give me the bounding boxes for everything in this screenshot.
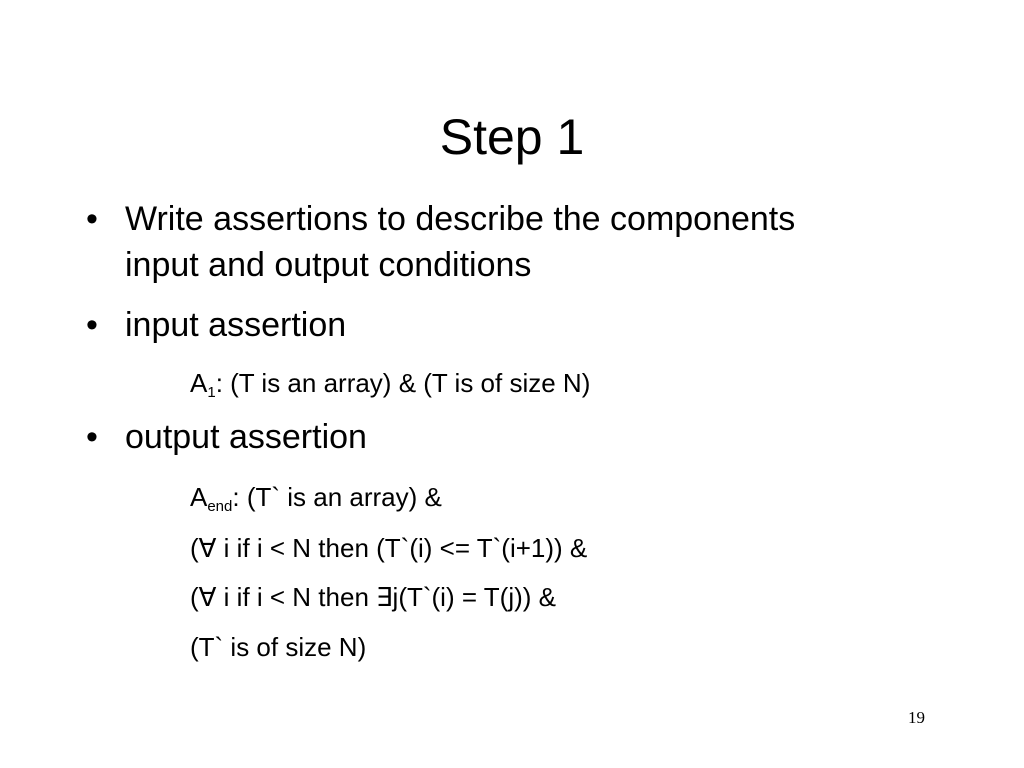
bullet-output-assertion xyxy=(86,414,986,464)
bullet-text: output assertion xyxy=(125,418,367,456)
bullet-marker: • xyxy=(86,418,98,456)
output-assertion-line: (∀ i if i < N then (T`(i) <= T`(i+1)) & xyxy=(190,533,588,563)
bullet-text-line-1: Write assertions to describe the components xyxy=(125,200,796,238)
assertion-body: : (T is an array) & (T is of size N) xyxy=(215,368,591,398)
assertion-name: A xyxy=(190,482,208,512)
assertion-subscript: 1 xyxy=(207,384,216,401)
bullet-marker: • xyxy=(86,306,98,344)
bullet-text: input assertion xyxy=(125,306,347,344)
bullet-marker: • xyxy=(86,200,98,238)
slide-title: Step 1 xyxy=(439,109,585,165)
bullet-text-line-2: input and output conditions xyxy=(125,246,532,284)
assertion-body: : (T` is an array) & xyxy=(232,482,442,512)
bullet-write-assertions xyxy=(86,196,986,296)
output-assertion-formula xyxy=(190,480,442,514)
input-assertion-formula xyxy=(190,366,590,400)
page-number: 19 xyxy=(908,708,925,727)
output-assertion-line: (T` is of size N) xyxy=(190,632,367,662)
output-assertion-line: (∀ i if i < N then ∃j(T`(i) = T(j)) & xyxy=(190,582,556,612)
assertion-name: A xyxy=(190,368,208,398)
assertion-subscript: end xyxy=(207,498,233,515)
bullet-input-assertion xyxy=(86,302,986,352)
